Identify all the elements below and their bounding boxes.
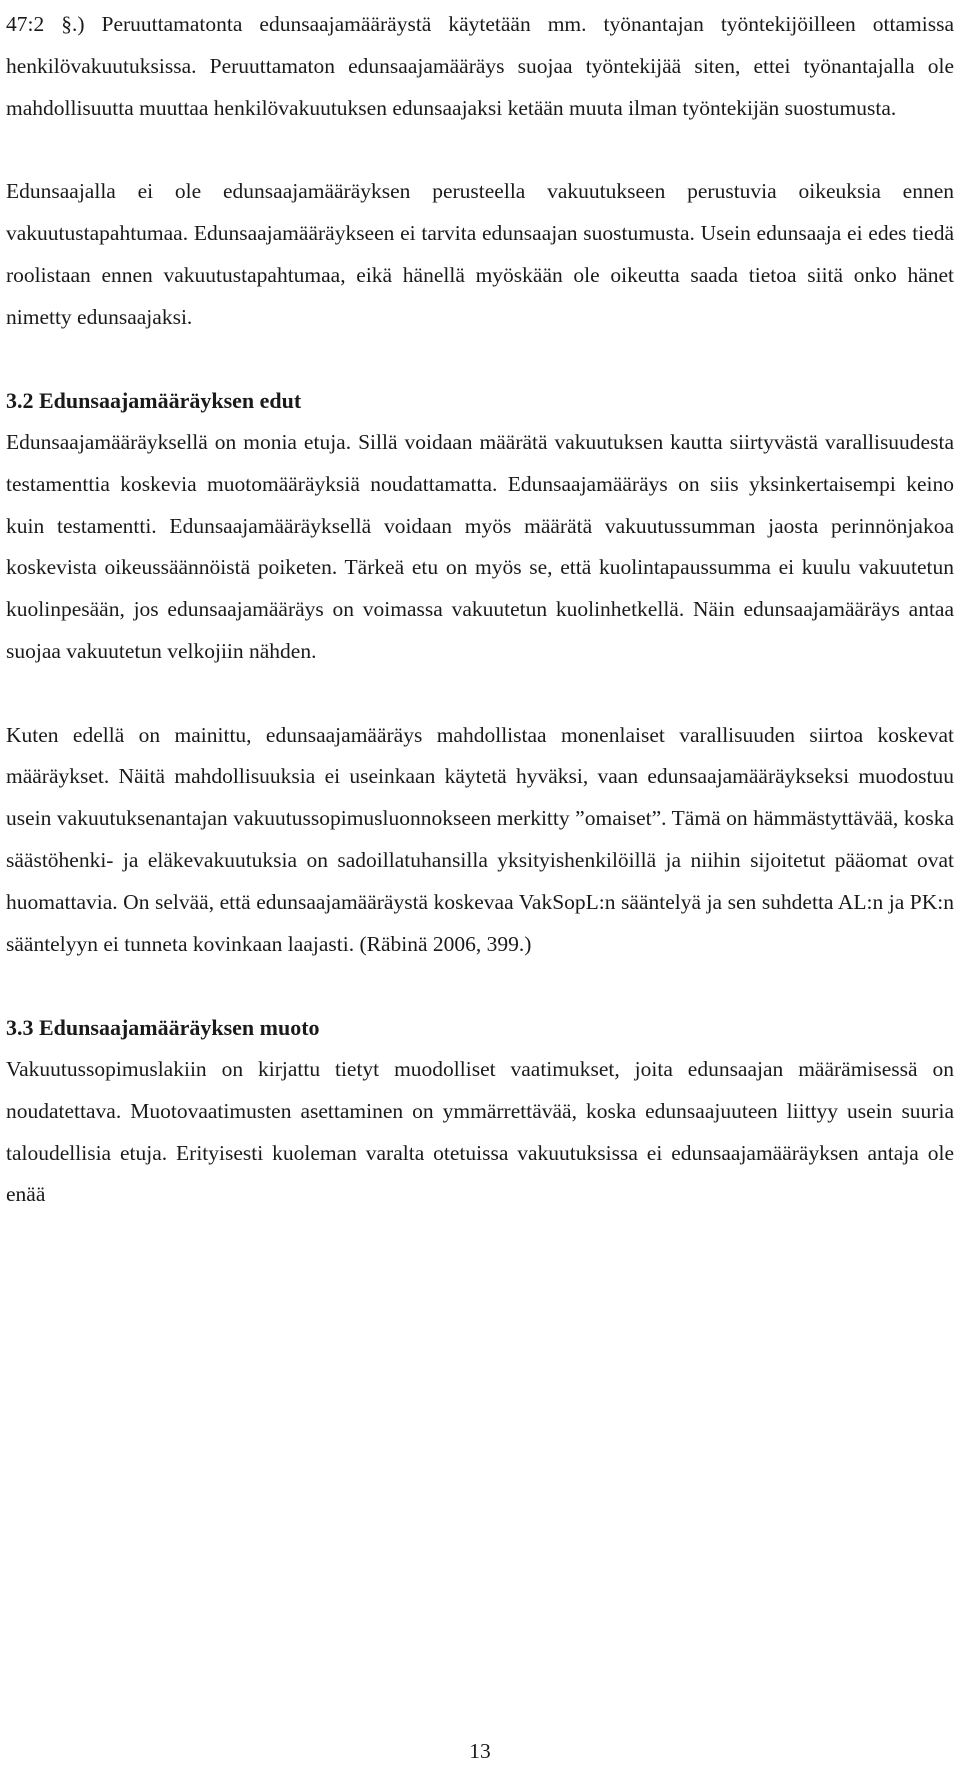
paragraph-beneficiary-rights: Edunsaajalla ei ole edunsaajamääräyksen perusteella vakuutukseen perustuvia oikeuksia ennen vakuutustapahtumaa. Edunsaajamääräykseen ei tarvita edunsaajan suostumusta. Usein edunsaaja ei edes tiedä roolistaan ennen vakuutustapahtumaa, eikä hänellä myöskään ole oikeutta saada tietoa siitä onko hänet nimetty edunsaajaksi. [6,179,954,329]
paragraph-possibilities: Kuten edellä on mainittu, edunsaajamääräys mahdollistaa monenlaiset varallisuuden siirtoa koskevat määräykset. Näitä mahdollisuuksia ei useinkaan käytetä hyväksi, vaan edunsaajamääräykseksi muodostuu usein vakuutuksenantajan vakuutussopimusluonnokseen merkitty ”omaiset”. Tämä on hämmästyttävää, koska säästöhenki- ja eläkevakuutuksia on sadoillatuhansilla yksityishenkilöillä ja niihin sijoitetut pääomat ovat huomattavia. On selvää, että edunsaajamääräystä koskevaa VakSopL:n sääntelyä ja sen suhdetta AL:n ja PK:n sääntelyyn ei tunneta kovinkaan laajasti. (Räbinä 2006, 399.) [6,722,954,956]
section-heading-form: 3.3 Edunsaajamääräyksen muoto [6,1015,320,1041]
paragraph-gap [6,338,954,380]
page-number: 13 [469,1739,491,1763]
paragraph-gap [6,673,954,715]
paragraph-beneficiary-employer: 47:2 §.) Peruuttamatonta edunsaajamääräystä käytetään mm. työnantajan työntekijöilleen ottamissa henkilövakuutuksissa. Peruuttamaton edunsaajamääräys suojaa työntekijää siten, ettei työnantajalla ole mahdollisuutta muuttaa henkilövakuutuksen edunsaajaksi ketään muuta ilman työntekijän suostumusta. [6,12,954,120]
section-heading-advantages: 3.2 Edunsaajamääräyksen edut [6,388,302,414]
paragraph-gap [6,129,954,171]
paragraph-advantages: Edunsaajamääräyksellä on monia etuja. Sillä voidaan määrätä vakuutuksen kautta siirtyvästä varallisuudesta testamenttia koskevia muotomääräyksiä noudattamatta. Edunsaajamääräys on siis yksinkertaisempi keino kuin testamentti. Edunsaajamääräyksellä voidaan myös määrätä vakuutussumman jaosta perinnönjakoa koskevista oikeussäännöistä poiketen. Tärkeä etu on myös se, että kuolintapaussumma ei kuulu vakuutetun kuolinpesään, jos edunsaajamääräys on voimassa vakuutetun kuolinhetkellä. Näin edunsaajamääräys antaa suojaa vakuutetun velkojiin nähden. [6,429,954,663]
paragraph-gap [6,965,954,1007]
paragraph-form-requirements: Vakuutussopimuslakiin on kirjattu tietyt muodolliset vaatimukset, joita edunsaajan määrämisessä on noudatettava. Muotovaatimusten asettaminen on ymmärrettävää, koska edunsaajuuteen liittyy usein suuria taloudellisia etuja. Erityisesti kuoleman varalta otetuissa vakuutuksissa ei edunsaajamääräyksen antaja ole enää [6,1056,954,1207]
document-page [6,4,954,1216]
